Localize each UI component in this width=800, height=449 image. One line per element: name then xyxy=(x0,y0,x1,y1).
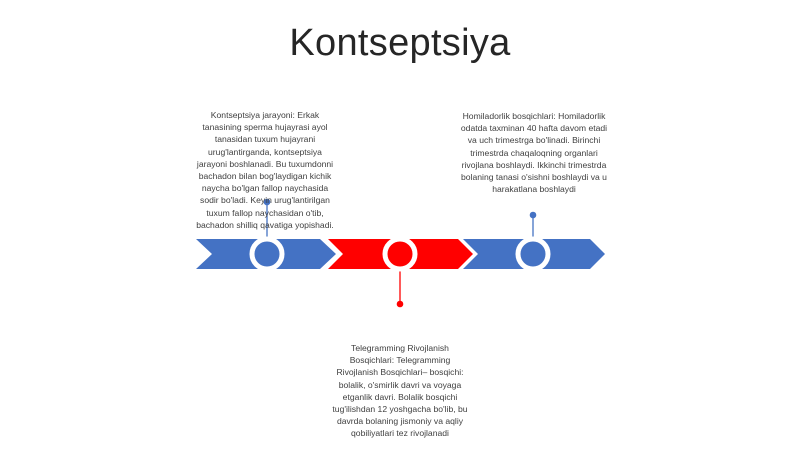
milestone-note-1: Kontseptsiya jarayoni: Erkak tanasining sperma hujayrasi ayol tanasidan tuxum hujayrani urug'lantirganda, kontseptsiya jarayoni boshlanadi. Bu tuxumdonni bachadon bilan bog'laydigan kichik naycha bo'lgan fallop naychasida sodir bo'ladi. Keyin urug'lantirilgan tuxum fallop naychasidan o'tib, bachadon shilliq qavatiga yopishadi. xyxy=(196,110,334,230)
milestone-ring-3 xyxy=(518,239,548,269)
milestone-note-2: Homiladorlik bosqichlari: Homiladorlik odatda taxminan 40 hafta davom etadi va uch trimestrga bo'linadi. Birinchi trimestrda chaqaloqning organlari rivojlana boshlaydi. Ikkinchi trimestrda bolaning tanasi o'sishni boshlaydi va u harakatlana boshlaydi xyxy=(460,111,608,195)
connector-dot-2 xyxy=(530,212,537,219)
milestone-ring-2 xyxy=(385,239,415,269)
slide-title: Kontseptsiya xyxy=(289,22,511,64)
milestone-ring-1 xyxy=(252,239,282,269)
milestone-note-3: Telegramming Rivojlanish Bosqichlari: Telegramming Rivojlanish Bosqichlari– bosqichi: bolalik, o'smirlik davri va voyaga etganlik davri. Bolalik bosqichi tug'ilishdan 12 yoshgacha bo'lib, bu davrda bolaning jismoniy va aqliy qobiliyatlari tez rivojlanadi xyxy=(332,343,468,439)
connector-dot-3 xyxy=(397,301,404,308)
